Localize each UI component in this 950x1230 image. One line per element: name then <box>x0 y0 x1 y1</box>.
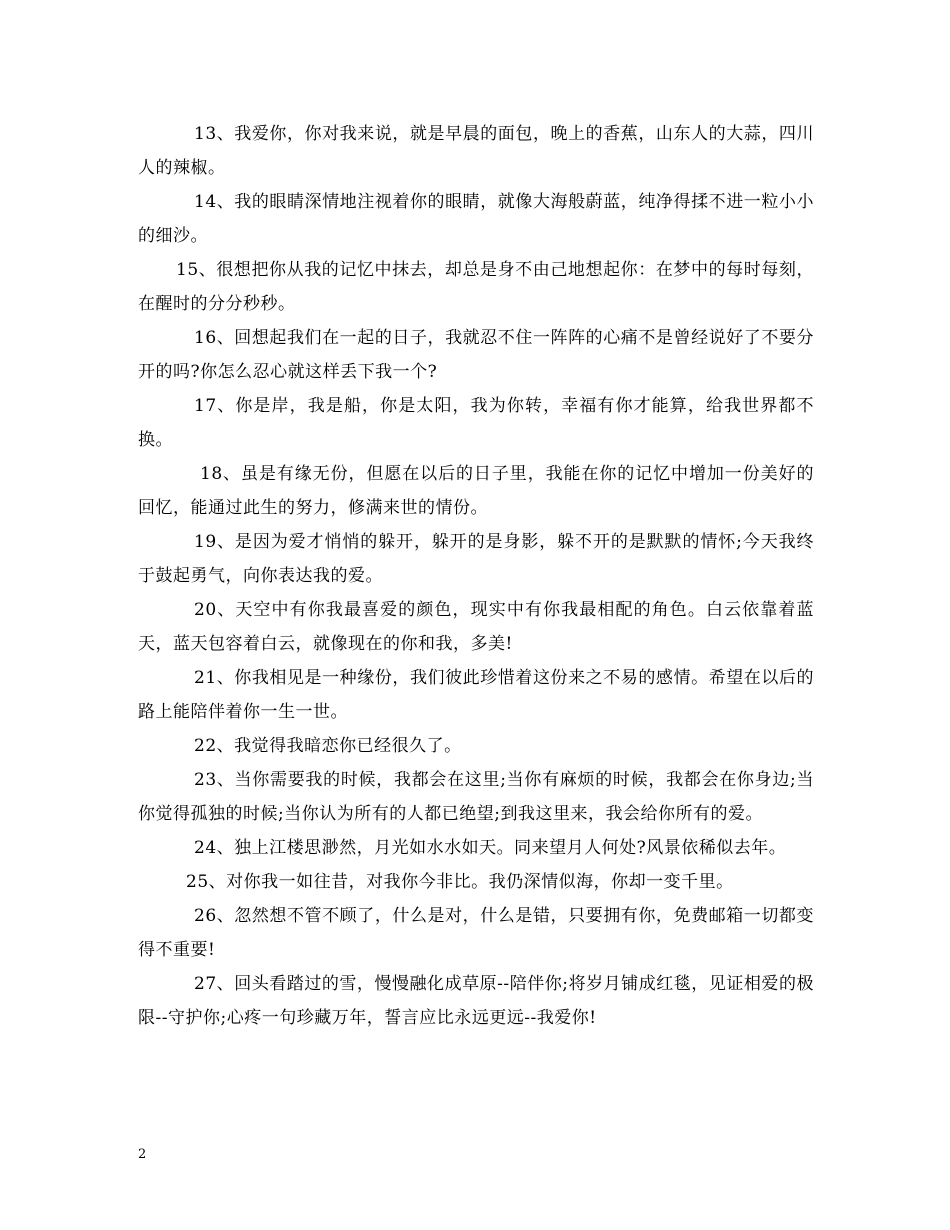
paragraph-14: 14、我的眼睛深情地注视着你的眼睛，就像大海般蔚蓝，纯净得揉不进一粒小小的细沙。 <box>138 192 814 246</box>
document-body <box>138 117 814 1035</box>
paragraph-19: 19、是因为爱才悄悄的躲开，躲开的是身影，躲不开的是默默的情怀;今天我终于鼓起勇气，向你表达我的爱。 <box>138 532 814 586</box>
paragraph-27: 27、回头看踏过的雪，慢慢融化成草原--陪伴你;将岁月铺成红毯，见证相爱的极限--守护你;心疼一句珍藏万年，誓言应比永远更远--我爱你! <box>138 974 814 1028</box>
paragraph-24: 24、独上江楼思渺然，月光如水水如天。同来望月人何处?风景依稀似去年。 <box>194 838 787 858</box>
paragraph-21: 21、你我相见是一种缘份，我们彼此珍惜着这份来之不易的感情。希望在以后的路上能陪伴着你一生一世。 <box>138 668 814 722</box>
paragraph-18: 18、虽是有缘无份，但愿在以后的日子里，我能在你的记忆中增加一份美好的回忆，能通过此生的努力，修满来世的情份。 <box>138 464 814 518</box>
paragraph-23: 23、当你需要我的时候，我都会在这里;当你有麻烦的时候，我都会在你身边;当你觉得孤独的时候;当你认为所有的人都已绝望;到我这里来，我会给你所有的爱。 <box>138 770 814 824</box>
paragraph-22: 22、我觉得我暗恋你已经很久了。 <box>194 736 462 756</box>
paragraph-20: 20、天空中有你我最喜爱的颜色，现实中有你我最相配的角色。白云依靠着蓝天，蓝天包容着白云，就像现在的你和我，多美! <box>138 600 814 654</box>
page-number: 2 <box>138 1147 147 1162</box>
paragraph-25: 25、对你我一如往昔，对我你今非比。我仍深情似海，你却一变千里。 <box>186 872 734 892</box>
paragraph-17: 17、你是岸，我是船，你是太阳，我为你转，幸福有你才能算，给我世界都不换。 <box>138 396 814 450</box>
paragraph-13: 13、我爱你，你对我来说，就是早晨的面包，晚上的香蕉，山东人的大蒜，四川人的辣椒。 <box>138 124 814 178</box>
paragraph-16: 16、回想起我们在一起的日子，我就忍不住一阵阵的心痛不是曾经说好了不要分开的吗?你怎么忍心就这样丢下我一个? <box>138 328 814 382</box>
paragraph-26: 26、忽然想不管不顾了，什么是对，什么是错，只要拥有你，免费邮箱一切都变得不重要! <box>138 906 814 960</box>
paragraph-15: 15、很想把你从我的记忆中抹去，却总是身不由己地想起你：在梦中的每时每刻，在醒时的分分秒秒。 <box>138 260 814 314</box>
